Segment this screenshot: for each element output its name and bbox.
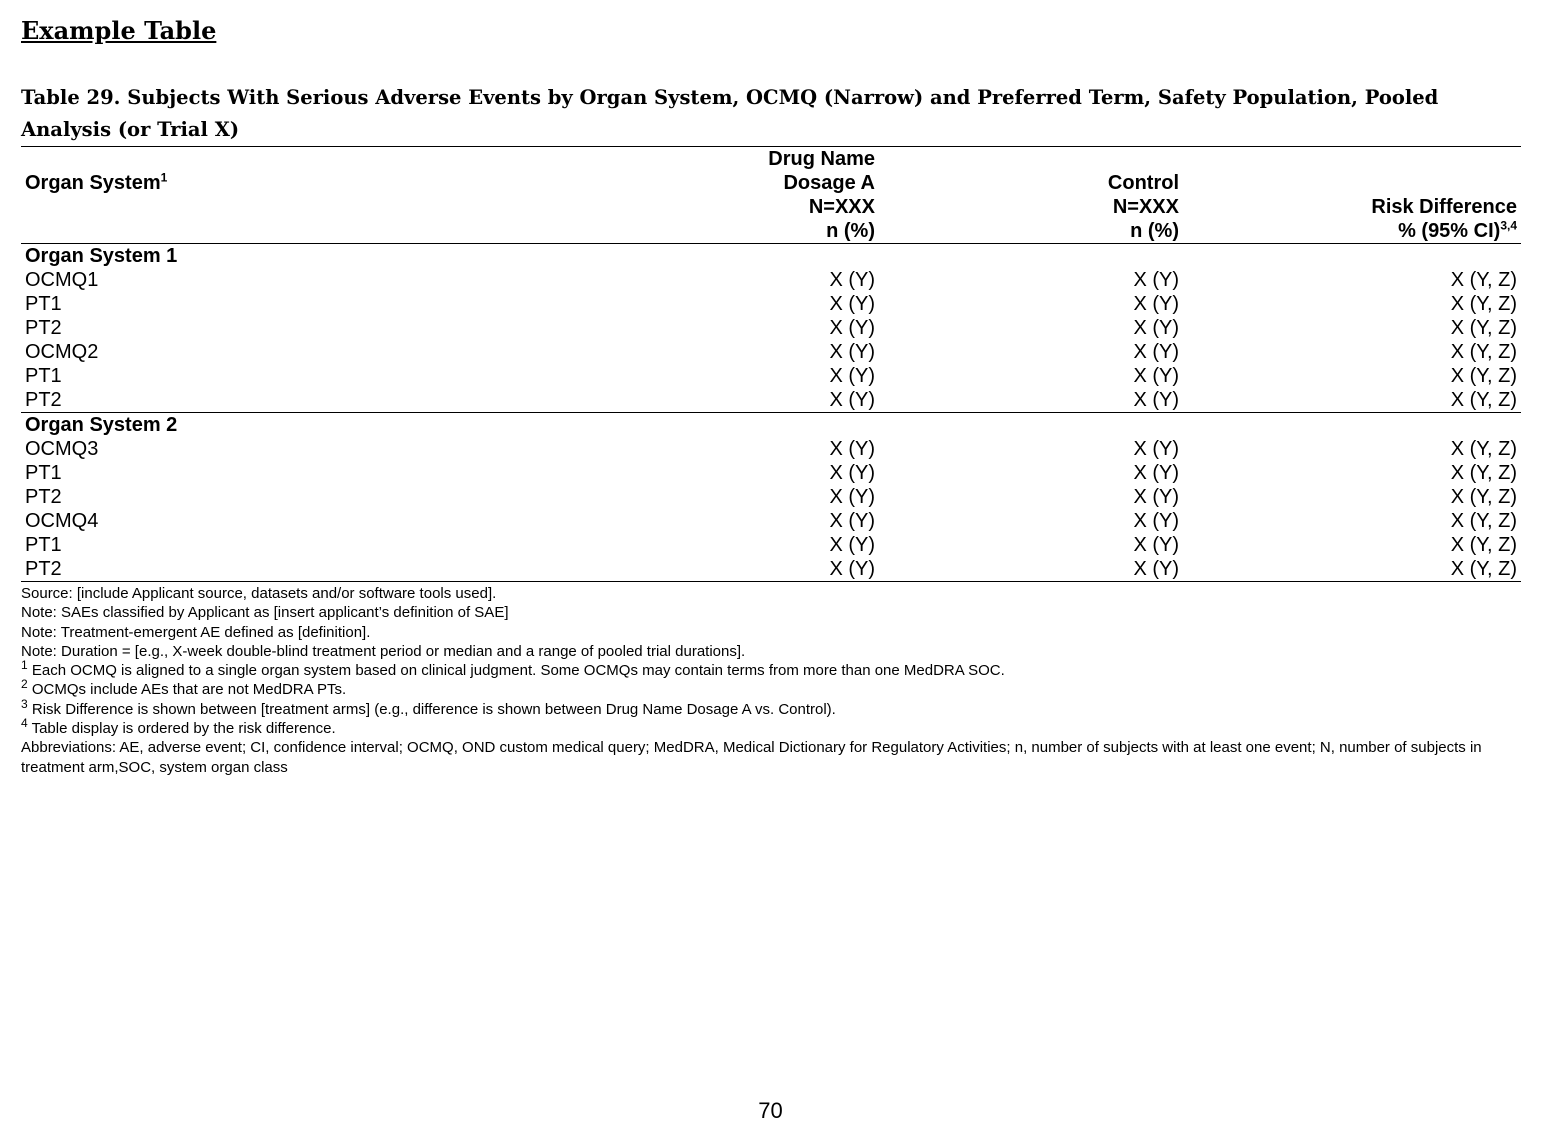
- risk-difference-value: X (Y, Z): [1450, 486, 1517, 508]
- footnote-marker: 2: [21, 677, 28, 692]
- drug-value: X (Y): [829, 365, 875, 387]
- risk-difference-value: X (Y, Z): [1450, 293, 1517, 315]
- ocmq-row: [21, 340, 1521, 364]
- footnote: [21, 738, 1521, 777]
- preferred-term-row: [21, 292, 1521, 316]
- control-value: X (Y): [1133, 462, 1179, 484]
- preferred-term-row: [21, 557, 1521, 582]
- footnote: [21, 696, 1521, 719]
- drug-value: X (Y): [829, 534, 875, 556]
- footnote-text: Each OCMQ is aligned to a single organ system based on clinical judgment. Some OCMQs may contain terms from more than one MedDRA SOC.: [27, 662, 1005, 680]
- preferred-term-row: [21, 461, 1521, 485]
- risk-difference-value: X (Y, Z): [1450, 462, 1517, 484]
- drug-value: X (Y): [829, 438, 875, 460]
- row-label: OCMQ4: [25, 510, 99, 532]
- control-value: X (Y): [879, 388, 1183, 413]
- control-value: X (Y): [1133, 438, 1179, 460]
- ocmq-row: [21, 509, 1521, 533]
- row-label: PT1: [25, 534, 62, 556]
- drug-value: X (Y): [829, 293, 875, 315]
- row-label: PT1: [25, 365, 62, 387]
- control-value: X (Y): [1133, 341, 1179, 363]
- control-value: X (Y): [1133, 269, 1179, 291]
- organ-system-label: Organ System 2: [25, 414, 178, 436]
- drug-value: X (Y): [829, 462, 875, 484]
- footnote-text: OCMQs include AEs that are not MedDRA PTs.: [27, 681, 347, 699]
- footnote: [21, 584, 1521, 603]
- footnote-text: Note: Treatment-emergent AE defined as [definition].: [21, 623, 371, 641]
- preferred-term-row: [21, 316, 1521, 340]
- risk-difference-value: X (Y, Z): [1450, 534, 1517, 556]
- row-label: PT1: [25, 462, 62, 484]
- drug-value: X (Y): [829, 341, 875, 363]
- row-label: PT2: [25, 317, 62, 339]
- footnote: [21, 658, 1521, 680]
- sae-table: [21, 146, 1521, 582]
- document-page: [21, 14, 1521, 777]
- footnote: [21, 677, 1521, 699]
- section-heading: Example Table: [21, 16, 217, 45]
- risk-difference-value: X (Y, Z): [1450, 365, 1517, 387]
- footnote: [21, 642, 1521, 661]
- control-value: X (Y): [1133, 486, 1179, 508]
- risk-difference-value: X (Y, Z): [1450, 558, 1517, 580]
- footnote-text: Note: Duration = [e.g., X-week double-blind treatment period or median and a range of pooled trial durations].: [21, 642, 746, 660]
- ocmq-row: [21, 437, 1521, 461]
- row-label: PT1: [25, 293, 62, 315]
- control-value: X (Y): [1133, 558, 1179, 580]
- footnote-text: Table display is ordered by the risk difference.: [27, 720, 336, 738]
- organ-system-row: [21, 413, 1521, 438]
- footnote-text: Source: [include Applicant source, datasets and/or software tools used].: [21, 585, 497, 602]
- drug-value: X (Y): [829, 486, 875, 508]
- footnote-marker: 4: [21, 716, 28, 731]
- header-risk-difference: Risk Difference % (95% CI)$^{3,4}$: [1183, 147, 1521, 244]
- header-drug-dosage-a: Drug Name Dosage A N=XXX n (%): [461, 147, 879, 244]
- risk-difference-value: X (Y, Z): [1183, 388, 1521, 413]
- risk-difference-value: X (Y, Z): [1450, 269, 1517, 291]
- row-label: PT2: [25, 486, 62, 508]
- organ-system-label: Organ System 1: [25, 245, 178, 267]
- preferred-term-row: [21, 533, 1521, 557]
- control-value: X (Y): [1133, 293, 1179, 315]
- table-caption: Table 29. Subjects With Serious Adverse Events by Organ System, OCMQ (Narrow) and Preferred Term, Safety Population, Pooled Analysis (or Trial X): [21, 86, 1439, 141]
- header-control: Control N=XXX n (%): [879, 147, 1183, 244]
- footnote-marker: 3: [21, 696, 28, 711]
- footnote: [21, 623, 1521, 642]
- page-number: 70: [758, 1098, 783, 1123]
- drug-value: X (Y): [829, 558, 875, 580]
- footnote-text: Note: SAEs classified by Applicant as [insert applicant’s definition of SAE]: [21, 604, 509, 622]
- row-label: OCMQ3: [25, 438, 99, 460]
- table-header-row: [21, 147, 1521, 244]
- risk-difference-value: X (Y, Z): [1450, 341, 1517, 363]
- row-label: OCMQ1: [25, 269, 99, 291]
- drug-value: X (Y): [829, 510, 875, 532]
- footnote: [21, 716, 1521, 738]
- footnote: [21, 603, 1521, 622]
- organ-system-row: [21, 244, 1521, 269]
- drug-value: X (Y): [461, 388, 879, 413]
- control-value: X (Y): [1133, 365, 1179, 387]
- footnote-marker: 1: [21, 658, 28, 673]
- footnote-text: Abbreviations: AE, adverse event; CI, confidence interval; OCMQ, OND custom medical query; MedDRA, Medical Dictionary for Regulatory Activities; n, number of subjects with at least one event; N, number of subjects in treatment arm,SOC, system organ class: [21, 739, 1482, 776]
- control-value: X (Y): [1133, 534, 1179, 556]
- table-footnotes: [21, 584, 1521, 777]
- header-organ-system: Organ System$^1$: [21, 147, 461, 244]
- control-value: X (Y): [1133, 317, 1179, 339]
- risk-difference-value: X (Y, Z): [1450, 317, 1517, 339]
- ocmq-row: [21, 268, 1521, 292]
- risk-difference-value: X (Y, Z): [1450, 510, 1517, 532]
- preferred-term-row: [21, 364, 1521, 388]
- row-label: PT2: [21, 388, 461, 413]
- footnote-text: Risk Difference is shown between [treatment arms] (e.g., difference is shown between Drug Name Dosage A vs. Control).: [27, 700, 836, 718]
- preferred-term-row: [21, 388, 1521, 413]
- risk-difference-value: X (Y, Z): [1450, 438, 1517, 460]
- row-label: PT2: [25, 558, 62, 580]
- drug-value: X (Y): [829, 269, 875, 291]
- table-body: [21, 244, 1521, 582]
- control-value: X (Y): [1133, 510, 1179, 532]
- row-label: OCMQ2: [25, 341, 99, 363]
- preferred-term-row: [21, 485, 1521, 509]
- drug-value: X (Y): [829, 317, 875, 339]
